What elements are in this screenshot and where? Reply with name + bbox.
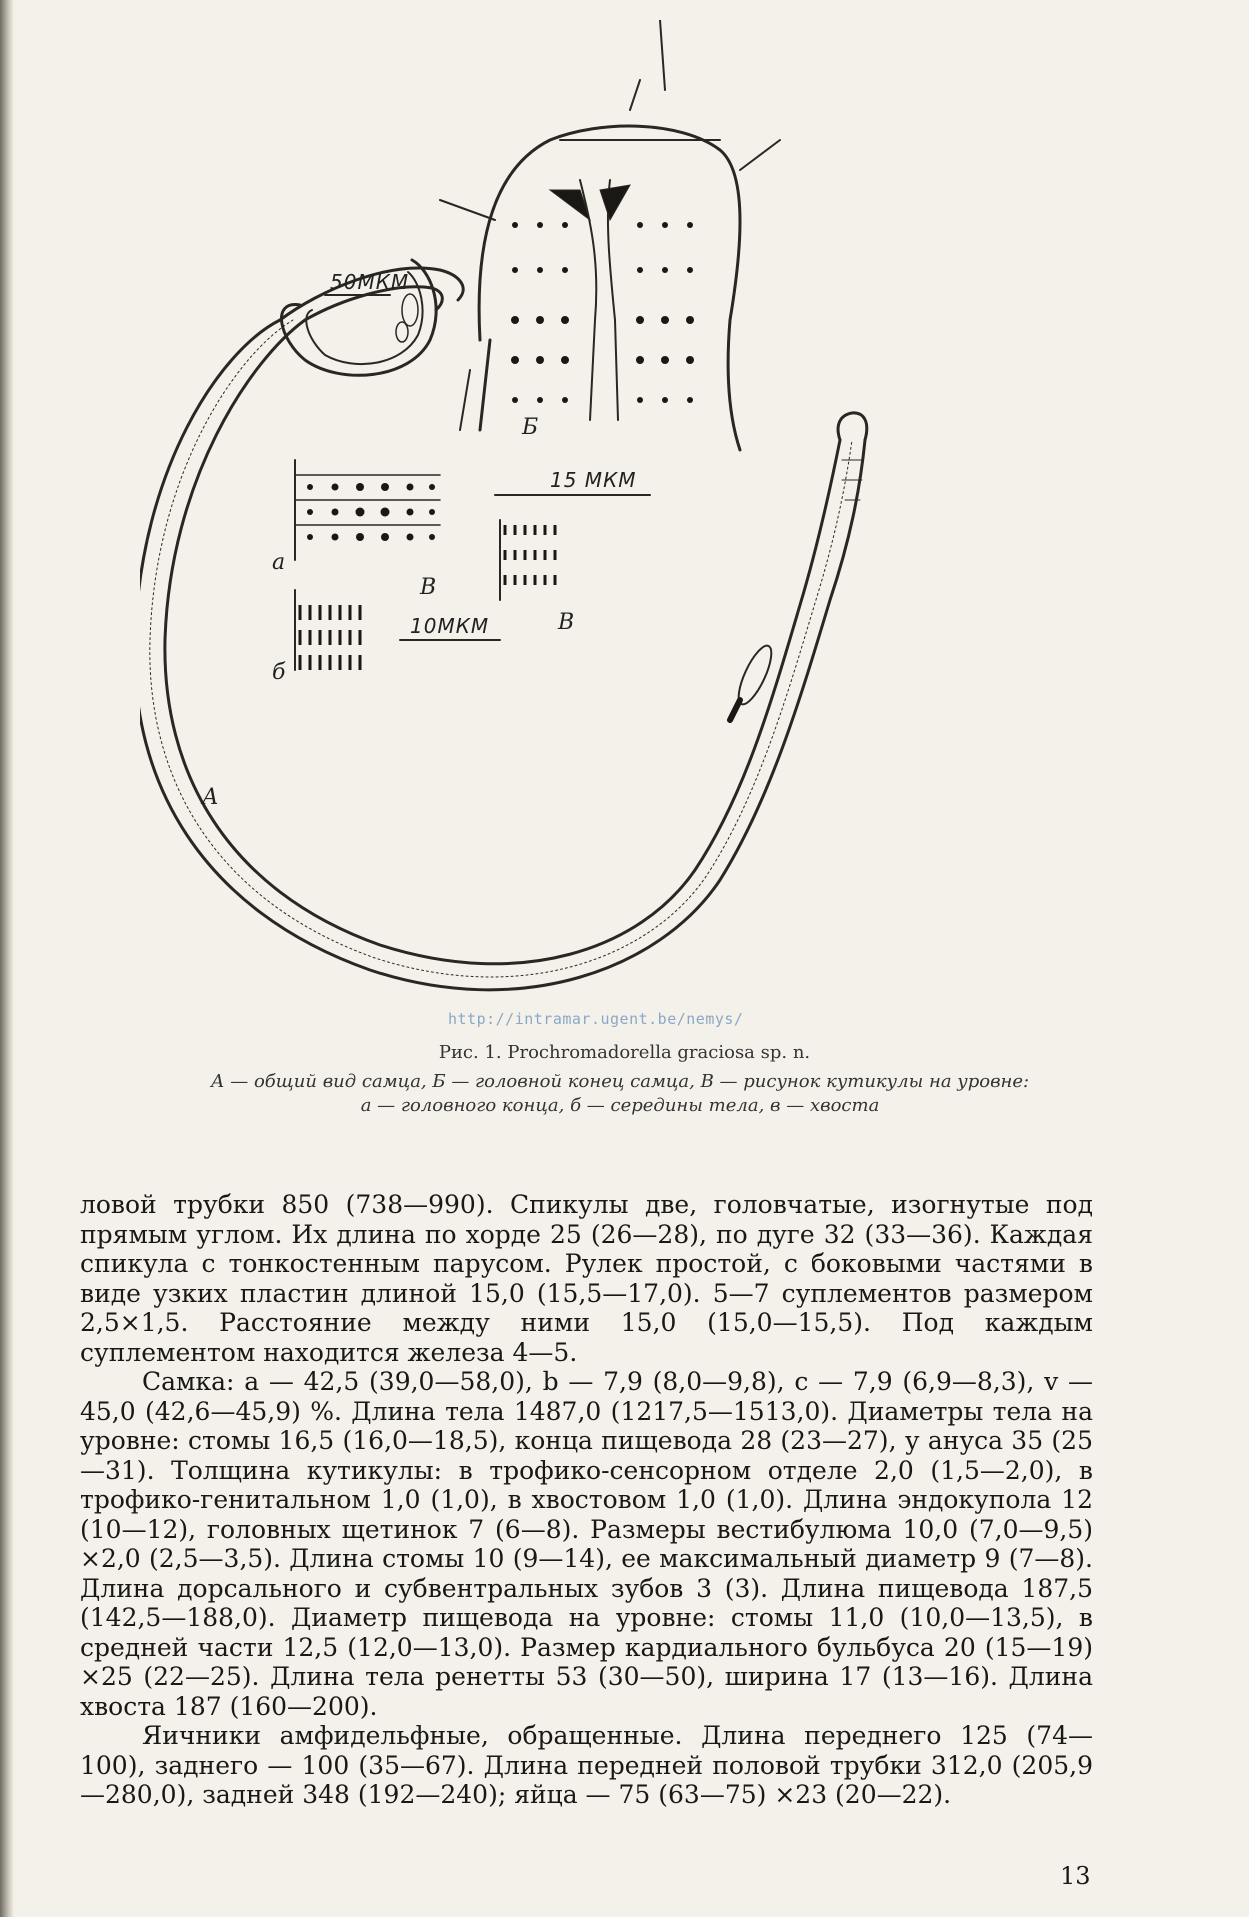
nematode-illustration	[140, 20, 1100, 1030]
page-scan-edge	[0, 0, 14, 1917]
label-v-tail: В	[558, 610, 575, 635]
caption-legend-line-1: А — общий вид самца, Б — головной конец самца, В — рисунок кутикулы на уровне:	[210, 1071, 1030, 1092]
label-a: а	[272, 550, 286, 575]
watermark-url: http://intramar.ugent.be/nemys/	[448, 1010, 744, 1028]
paragraph-1: ловой трубки 850 (738—990). Спикулы две, головчатые, изогнутые под прямым углом. Их длина по хорде 25 (26—28), по дуге 32 (33—36). Каждая спикула с тонкостенным парусом. Рулек простой, с боковыми частями в виде узких пластин длиной 15,0 (15,5—17,0). 5—7 суплементов размером 2,5×1,5. Расстояние между ними 15,0 (15,0—15,5). Под каждым суплементом находится железа 4—5.	[80, 1190, 1093, 1367]
label-b: б	[272, 660, 286, 685]
scale-label-50: 50МКМ	[330, 270, 410, 294]
male-head-tip	[730, 413, 867, 720]
figure-1	[140, 20, 1100, 1030]
figure-caption-legend	[100, 1070, 1140, 1118]
cuticle-pattern-a	[295, 460, 440, 560]
caption-legend-line-2: а — головного конца, б — середины тела, в — хвоста	[360, 1095, 880, 1116]
paragraph-2: Самка: а — 42,5 (39,0—58,0), b — 7,9 (8,0—9,8), с — 7,9 (6,9—8,3), v — 45,0 (42,6—45,9) %. Длина тела 1487,0 (1217,5—1513,0). Диаметры тела на уровне: стомы 16,5 (16,0—18,5), конца пищевода 28 (23—27), у ануса 35 (25—31). Толщина кутикулы: в трофико-сенсорном отделе 2,0 (1,5—2,0), в трофико-генитальном 1,0 (1,0), в хвостовом 1,0 (1,0). Длина эндокупола 12 (10—12), головных щетинок 7 (6—8). Размеры вестибулюма 10,0 (7,0—9,5) ×2,0 (2,5—3,5). Длина стомы 10 (9—14), ее максимальный диаметр 9 (7—8). Длина дорсального и субвентральных зубов 3 (3). Длина пищевода 187,5 (142,5—188,0). Диаметр пищевода на уровне: стомы 11,0 (10,0—13,5), в средней части 12,5 (12,0—13,0). Размер кардиального бульбуса 20 (15—19) ×25 (22—25). Длина тела ренетты 53 (30—50), ширина 17 (13—16). Длина хвоста 187 (160—200).	[80, 1367, 1093, 1721]
label-A: А	[202, 785, 219, 810]
body-text	[80, 1190, 1093, 1810]
label-B: Б	[522, 415, 539, 440]
scale-label-15: 15 МКМ	[550, 468, 637, 492]
scale-label-10: 10МКМ	[410, 614, 490, 638]
male-body-outline	[140, 268, 865, 990]
paragraph-3: Яичники амфидельфные, обращенные. Длина переднего 125 (74—100), заднего — 100 (35—67). Длина передней половой трубки 312,0 (205,9—280,0), задней 348 (192—240); яйца — 75 (63—75) ×23 (20—22).	[80, 1721, 1093, 1809]
label-V: В	[420, 575, 437, 600]
head-end-B	[440, 20, 780, 450]
figure-caption-title: Рис. 1. Prochromadorella graciosa sp. n.	[438, 1042, 811, 1063]
page-number: 13	[1060, 1862, 1091, 1890]
